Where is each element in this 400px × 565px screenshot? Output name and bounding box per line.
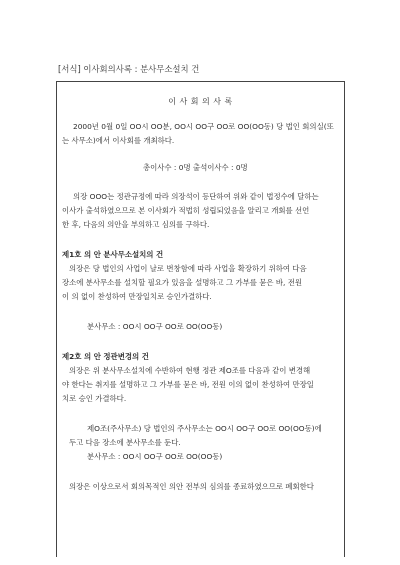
opening-line-2: 이사가 출석하였으므로 본 이사회가 적법히 성립되었음을 알리고 개회를 선언 [62,206,310,215]
attendance: 총이사수 : 0명 출석이사수 : 0명 [143,163,248,172]
agenda1-line-2: 장소에 분사무소를 설치할 필요가 있음을 설명하고 그 가부를 묻은 바, 전원 [62,278,303,287]
intro-line-1: 2000년 0월 0일 OO시 OO분, OO시 OO구 OO로 OO(OO동) 당 법인 회의실(또 [73,122,334,131]
agenda2-line-2: 야 한다는 취지를 설명하고 그 가부를 묻은 바, 전원 이의 없이 찬성하여 만장일 [62,380,314,389]
opening-line-1: 의장 OOO는 정관규정에 따라 의장석이 등단하여 위와 같이 법정수에 달하는 [73,192,319,201]
minutes-document [56,81,345,557]
agenda2-line-1: 의장은 위 분사무소설치에 수반하여 현행 정관 제O조를 다음과 같이 변경해 [69,366,311,375]
agenda2-heading: 제2호 의 안 정관변경의 건 [62,352,149,361]
agenda2-line-3: 치로 승인 가결하다. [62,394,127,403]
agenda1-heading: 제1호 의 안 분사무소설치의 건 [62,250,164,259]
intro-line-2: 는 사무소)에서 이사회를 개최하다. [62,136,175,145]
article-line-2: 두고 다음 장소에 분사무소를 둔다. [69,438,181,447]
closing-line: 의장은 이상으로서 회의목적인 의안 전부의 심의를 종료하였으므로 폐회한다 [69,482,314,491]
agenda1-line-3: 이 의 없이 찬성하여 만장일치로 승인가결하다. [62,292,212,301]
document-title: 이 사 회 의 사 록 [168,97,233,106]
article-line-1: 제O조(주사무소) 당 법인의 주사무소는 OO시 OO구 OO로 OO(OO동)에 [87,424,322,433]
form-header: [서식] 이사회의사록 : 분사무소설치 건 [58,64,200,74]
agenda2-address: 분사무소 : OO시 OO구 OO로 OO(OO동) [87,452,223,461]
agenda1-address: 분사무소 : OO시 OO구 OO로 OO(OO동) [87,322,223,331]
opening-line-3: 한 후, 다음의 의안을 부의하고 심의를 구하다. [62,220,210,229]
agenda1-line-1: 의장은 당 법인의 사업이 날로 번창함에 따라 사업을 확장하기 위하여 다음 [69,264,307,273]
